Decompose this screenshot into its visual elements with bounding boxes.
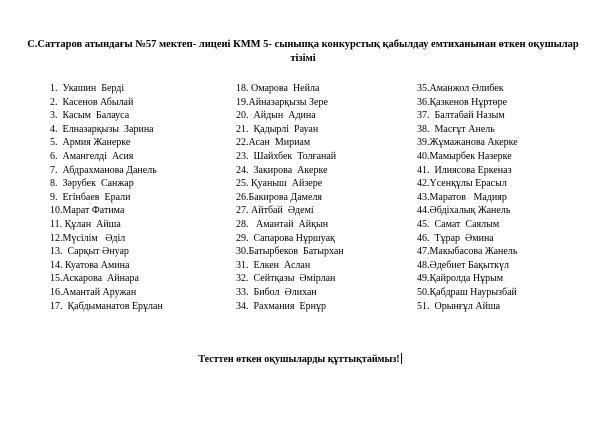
student-list-item: 2. Касенов Абылай [50,96,134,108]
student-list-item: 12.Мүсілім Әділ [50,232,126,244]
student-list-item: 44.Әбдіхалық Жанель [417,205,511,217]
student-list-item: 36.Қазкенов Нұртөре [417,96,508,108]
student-list-item: 29. Сапарова Нұршуақ [236,232,335,244]
student-list-item: 27. Айтбай Әдемі [236,205,314,217]
student-list-item: 20. Айдын Адина [236,110,316,122]
text-cursor [401,353,402,364]
student-list-item: 13. Сарқыт Әнуар [50,246,129,258]
student-list-item: 11. Құлан Айша [50,218,121,230]
student-list-column-2 [236,82,344,313]
student-list-item: 41. Илиясова Еркеназ [417,164,512,176]
student-list-item: 17. Қабдыманатов Ерұлан [50,300,163,312]
student-list-item: 32. Сейтқазы Әмірлан [236,273,336,285]
congratulation-text: Тесттен өткен оқушыларды құттықтаймыз! [198,354,400,365]
student-list-item: 47.Макыбасова Жанель [417,246,518,258]
student-list-item: 5. Армия Жанерке [50,137,131,149]
student-list-item: 42.Үсенқұлы Ерасыл [417,178,507,190]
document-title: С.Саттаров атындағы №57 мектеп- лицеиі КММ 5- сыныпқа конкурстық қабылдау емтиханынан өткен оқушылар тізімі [27,39,579,64]
student-list-item: 18. Омарова Нейла [236,83,320,94]
student-list-item: 3. Касым Балауса [50,110,130,122]
student-list-item: 22.Асан Мириам [236,137,311,149]
student-list-item: 6. Амангелді Асия [50,150,134,162]
student-list-item: 43.Маратов Мадияр [417,191,507,203]
student-list-item: 23. Шайхбек Толғанай [236,150,337,162]
student-list-item: 25. Қуаныш Айзере [236,178,323,190]
student-list-item: 46. Тұрар Әмина [417,232,494,244]
student-list-item: 35.Аманжол Әлибек [417,83,504,94]
student-list-item: 9. Егінбаев Ерали [50,191,131,203]
student-list-item: 37. Балтабай Назым [417,110,505,122]
student-list-item: 14. Куатова Амина [50,259,130,271]
student-list-item: 24. Закирова Акерке [236,164,328,176]
student-list-item: 38. Масғұт Анель [417,123,495,135]
student-list-item: 4. Елназарқызы Зарина [50,123,154,135]
student-list-item: 16.Амантай Аружан [50,286,137,298]
student-list-item: 15.Аскарова Айнара [50,273,139,285]
student-list-item: 26.Бакирова Дамеля [236,191,323,203]
student-list-column-1 [50,82,163,313]
student-list-item: 49.Қайролда Нұрым [417,273,504,285]
student-list-item: 51. Орынғұл Айша [417,300,501,312]
student-list-item: 50.Қабдраш Наурызбай [417,286,517,298]
student-list-item: 48.Әдебиет Бақыткүл [417,259,509,271]
student-list-item: 30.Батырбеков Батырхан [236,246,344,258]
student-list-item: 8. Зәрубек Санжар [50,178,134,190]
student-list-item: 39.Жұмажанова Акерке [417,137,518,149]
student-list-item: 33. Бибол Әлихан [236,286,317,298]
student-list-item: 7. Абдрахманова Данель [50,164,157,176]
student-list-item: 1. Укашин Берді [50,83,125,94]
student-list-item: 21. Қадырлі Рауан [236,123,319,135]
student-list-item: 31. Елкен Аслан [236,259,311,271]
congratulation-line [0,353,600,365]
student-list-item: 34. Рахмания Ернұр [236,300,326,312]
student-list-item: 28. Амантай Айқын [236,218,329,230]
student-list-item: 19.Айназарқызы Зере [236,96,328,108]
student-list-column-3 [417,82,518,313]
student-list-item: 10.Марат Фатима [50,205,125,217]
student-list-item: 45. Самат Саялым [417,218,500,230]
student-list-item: 40.Мамырбек Назерке [417,150,512,162]
